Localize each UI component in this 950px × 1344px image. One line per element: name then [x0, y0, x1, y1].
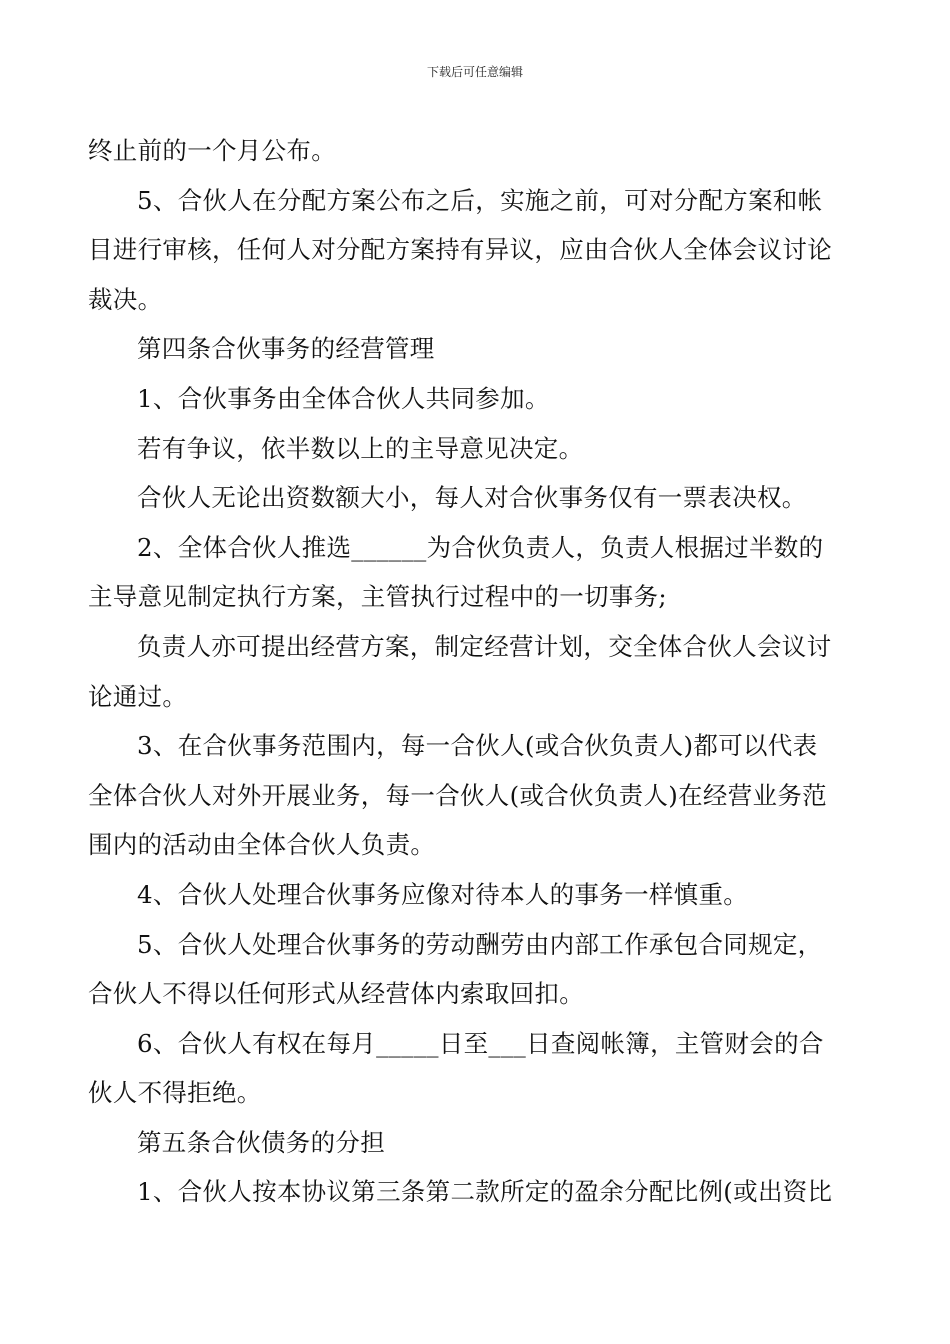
text-line: 伙人不得拒绝。 [88, 1078, 262, 1108]
text-line: 3、在合伙事务范围内，每一合伙人(或合伙负责人)都可以代表 [137, 731, 818, 761]
text-line: 若有争议，依半数以上的主导意见决定。 [137, 433, 584, 463]
text-line: 终止前的一个月公布。 [88, 136, 336, 165]
document-body [88, 126, 864, 1217]
text-line: 合伙人不得以任何形式从经营体内索取回扣。 [88, 979, 584, 1009]
text-line: 6、合伙人有权在每月_____日至___日查阅帐簿，主管财会的合 [137, 1028, 824, 1058]
text-line: 1、合伙人按本协议第三条第二款所定的盈余分配比例(或出资比 [137, 1177, 833, 1207]
text-line: 5、合伙人处理合伙事务的劳动酬劳由内部工作承包合同规定， [137, 929, 823, 959]
text-line: 5、合伙人在分配方案公布之后，实施之前，可对分配方案和帐 [137, 185, 823, 215]
text-line: 围内的活动由全体合伙人负责。 [88, 830, 436, 860]
page-header: 下载后可任意编辑 [426, 65, 523, 79]
text-line: 全体合伙人对外开展业务，每一合伙人(或合伙负责人)在经营业务范 [88, 780, 827, 810]
text-line: 裁决。 [88, 284, 163, 314]
text-line: 第五条合伙债务的分担 [137, 1127, 385, 1157]
text-line: 2、全体合伙人推选______为合伙负责人，负责人根据过半数的 [137, 532, 824, 562]
text-line: 合伙人无论出资数额大小，每人对合伙事务仅有一票表决权。 [137, 483, 807, 513]
text-line: 负责人亦可提出经营方案，制定经营计划，交全体合伙人会议讨 [137, 631, 832, 661]
text-line: 4、合伙人处理合伙事务应像对待本人的事务一样慎重。 [137, 879, 749, 909]
text-line: 1、合伙事务由全体合伙人共同参加。 [137, 383, 550, 413]
text-line: 第四条合伙事务的经营管理 [137, 334, 435, 364]
text-line: 目进行审核，任何人对分配方案持有异议，应由合伙人全体会议讨论 [88, 235, 832, 265]
text-line: 主导意见制定执行方案，主管执行过程中的一切事务; [88, 582, 667, 612]
text-line: 论通过。 [88, 681, 188, 711]
